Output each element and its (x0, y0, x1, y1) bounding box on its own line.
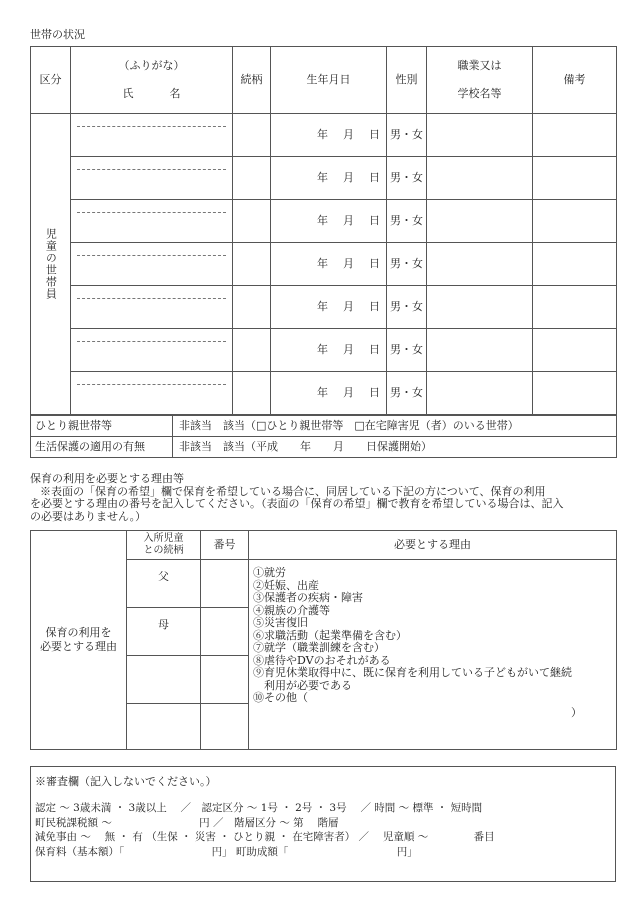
header-name-mei: 名 (169, 87, 181, 100)
single-parent-label: ひとり親世帯等 (31, 416, 173, 437)
group-label-cell (31, 114, 71, 415)
welfare-label: 生活保護の適用の有無 (31, 437, 173, 458)
review-lines (35, 800, 495, 858)
name-field[interactable] (71, 157, 233, 200)
furigana-divider (77, 169, 226, 170)
header-occupation-line1: 職業又は (457, 59, 502, 73)
reason-item: ①就労 (253, 566, 286, 579)
header-birthdate: 生年月日 (271, 47, 387, 114)
relation-mother: 母 (127, 608, 201, 656)
header-name-shi: 氏 (122, 87, 134, 100)
occupation-field[interactable] (427, 200, 533, 243)
header-relation: 続柄 (233, 47, 271, 114)
remarks-field[interactable] (533, 243, 617, 286)
occupation-field[interactable] (427, 372, 533, 415)
review-line: 減免事由 ～ 無 ・ 有 （生保 ・ 災害 ・ ひとり親 ・ 在宅障害者） ／ 児童順 ～ 番目 (35, 831, 495, 843)
birthdate-field[interactable]: 年 月 日 (271, 329, 387, 372)
reasons-list (253, 566, 616, 704)
relation-father: 父 (127, 560, 201, 608)
header-remarks: 備考 (533, 47, 617, 114)
occupation-field[interactable] (427, 286, 533, 329)
group-label: 児童の世帯員 (44, 228, 58, 300)
reason-note-line2: を必要とする理由の番号を記入してください。（表面の「保育の希望」欄で教育を希望している場合は、記入 (30, 497, 564, 510)
name-field[interactable] (71, 372, 233, 415)
relation-field[interactable] (233, 329, 271, 372)
name-field[interactable] (71, 286, 233, 329)
header-occupation-line2: 学校名等 (457, 87, 502, 100)
gender-field[interactable]: 男・女 (387, 286, 427, 329)
reason-table (30, 530, 617, 750)
reason-note-line1: ※表面の「保育の希望」欄で保育を希望している場合に、同居している下記の方について、保育の利用 (40, 484, 546, 498)
reason-item: ⑨育児休業取得中に、既に保育を利用している子どもがいて継続 (253, 666, 572, 679)
header-number: 番号 (201, 531, 249, 560)
reason-note-line3: の必要はありません。） (30, 509, 147, 523)
header-occupation (427, 47, 533, 114)
occupation-field[interactable] (427, 114, 533, 157)
gender-field[interactable]: 男・女 (387, 372, 427, 415)
header-gender: 性別 (387, 47, 427, 114)
reason-item: ②妊娠、出産 (253, 578, 319, 592)
gender-field[interactable]: 男・女 (387, 329, 427, 372)
reason-left-label-line2: 必要とする理由 (40, 640, 117, 653)
name-field[interactable] (71, 200, 233, 243)
header-name (71, 47, 233, 114)
relation-field[interactable] (233, 286, 271, 329)
reason-item: ⑧虐待やDVのおそれがある (253, 653, 391, 667)
relation-field[interactable] (233, 372, 271, 415)
header-category: 区分 (31, 47, 71, 114)
gender-field[interactable]: 男・女 (387, 157, 427, 200)
furigana-divider (77, 126, 226, 127)
header-furigana: （ふりがな） (118, 59, 185, 73)
name-field[interactable] (71, 243, 233, 286)
birthdate-field[interactable]: 年 月 日 (271, 286, 387, 329)
remarks-field[interactable] (533, 372, 617, 415)
reason-left-label-line1: 保育の利用を (45, 626, 112, 640)
header-reason: 必要とする理由 (249, 531, 617, 560)
birthdate-field[interactable]: 年 月 日 (271, 200, 387, 243)
household-section-title: 世帯の状況 (30, 28, 85, 41)
birthdate-field[interactable]: 年 月 日 (271, 243, 387, 286)
reason-left-label-cell (31, 531, 127, 750)
review-line: 認定 ～ 3歳未満 ・ 3歳以上 ／ 認定区分 ～ 1号 ・ 2号 ・ 3号 ／ 時間 ～ 標準 ・ 短時間 (35, 802, 483, 814)
single-parent-options[interactable]: 非該当 該当（□ひとり親世帯等 □在宅障害児（者）のいる世帯） (173, 416, 617, 437)
number-field-father[interactable] (201, 560, 249, 608)
review-box (30, 766, 616, 882)
furigana-divider (77, 298, 226, 299)
furigana-divider (77, 384, 226, 385)
occupation-field[interactable] (427, 157, 533, 200)
relation-field-extra[interactable] (127, 704, 201, 750)
reason-item: ⑥求職活動（起業準備を含む） (253, 628, 407, 642)
furigana-divider (77, 341, 226, 342)
relation-field[interactable] (233, 114, 271, 157)
number-field-mother[interactable] (201, 608, 249, 656)
remarks-field[interactable] (533, 200, 617, 243)
reason-item: ③保護者の疾病・障害 (253, 591, 363, 604)
furigana-divider (77, 212, 226, 213)
relation-field[interactable] (233, 243, 271, 286)
reason-notes (30, 473, 620, 523)
welfare-options[interactable]: 非該当 該当（平成 年 月 日保護開始） (173, 437, 617, 458)
reason-item: ⑦就学（職業訓練を含む） (253, 641, 385, 654)
reason-item: ⑤災害復旧 (253, 616, 308, 629)
occupation-field[interactable] (427, 243, 533, 286)
furigana-divider (77, 255, 226, 256)
reason-item: ⑩その他（ (253, 691, 308, 704)
birthdate-field[interactable]: 年 月 日 (271, 372, 387, 415)
reason-item: 利用が必要である (253, 678, 352, 692)
remarks-field[interactable] (533, 157, 617, 200)
remarks-field[interactable] (533, 114, 617, 157)
reasons-list-cell (249, 560, 617, 750)
relation-field-extra[interactable] (127, 656, 201, 704)
review-title: ※審査欄（記入しないでください。） (35, 775, 217, 788)
review-line: 保育料（基本額）「 円」 町助成額「 円」 (35, 845, 418, 858)
name-field[interactable] (71, 114, 233, 157)
gender-field[interactable]: 男・女 (387, 243, 427, 286)
birthdate-field[interactable]: 年 月 日 (271, 157, 387, 200)
gender-field[interactable]: 男・女 (387, 114, 427, 157)
review-line: 町民税課税額 ～ 円 ／ 階層区分 ～ 第 階層 (35, 816, 339, 829)
number-field-extra[interactable] (201, 704, 249, 750)
relation-field[interactable] (233, 157, 271, 200)
remarks-field[interactable] (533, 286, 617, 329)
remarks-field[interactable] (533, 329, 617, 372)
other-close-paren: ） (571, 706, 582, 719)
relation-field[interactable] (233, 200, 271, 243)
reason-section-title: 保育の利用を必要とする理由等 (30, 472, 184, 485)
birthdate-field[interactable]: 年 月 日 (271, 114, 387, 157)
occupation-field[interactable] (427, 329, 533, 372)
status-table (30, 415, 617, 458)
number-field-extra[interactable] (201, 656, 249, 704)
name-field[interactable] (71, 329, 233, 372)
gender-field[interactable]: 男・女 (387, 200, 427, 243)
reason-item: ④親族の介護等 (253, 603, 330, 617)
household-table (30, 46, 617, 415)
header-child-relation: 入所児童 との続柄 (127, 531, 201, 560)
